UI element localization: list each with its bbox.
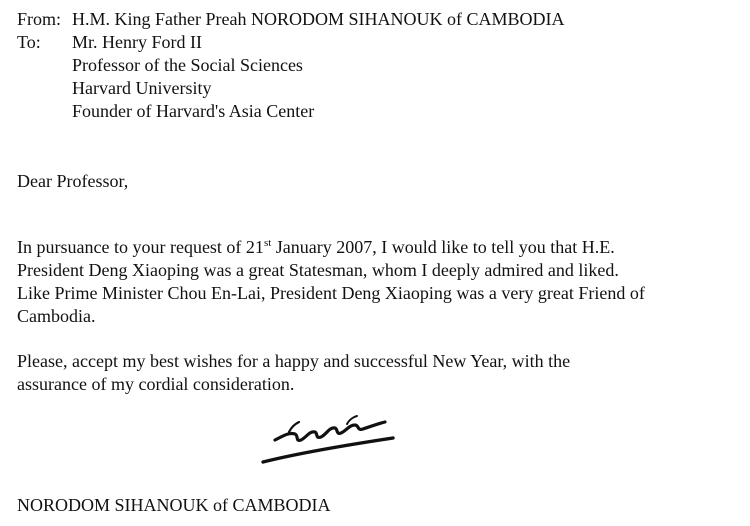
line-text: January 2007, I would like to tell you that H.E. xyxy=(271,237,615,257)
signatory-name: NORODOM SIHANOUK of CAMBODIA xyxy=(17,495,331,515)
paragraph-line: Please, accept my best wishes for a happy and successful New Year, with the xyxy=(17,351,571,371)
to-label: To: xyxy=(17,32,41,52)
ordinal-suffix: st xyxy=(263,237,272,249)
salutation: Dear Professor, xyxy=(17,171,129,191)
paragraph-line: assurance of my cordial consideration. xyxy=(17,374,295,394)
from-row xyxy=(17,8,564,31)
to-line: Mr. Henry Ford II xyxy=(72,32,202,52)
paragraph-line: Cambodia. xyxy=(17,306,96,326)
paragraph-line: President Deng Xiaoping was a great Statesman, whom I deeply admired and liked. xyxy=(17,260,619,280)
from-value: H.M. King Father Preah NORODOM SIHANOUK of CAMBODIA xyxy=(72,9,565,29)
body-paragraph-1 xyxy=(17,236,742,328)
to-line: Professor of the Social Sciences xyxy=(72,55,303,75)
to-line: Founder of Harvard's Asia Center xyxy=(72,101,315,121)
to-row xyxy=(17,31,564,54)
line-text: In pursuance to your request of 21 xyxy=(17,237,264,257)
paragraph-line xyxy=(17,236,742,259)
from-label: From: xyxy=(17,9,62,29)
body-paragraph-2 xyxy=(17,350,742,396)
handwritten-signature xyxy=(245,410,405,480)
letter-header xyxy=(17,8,564,123)
paragraph-line: Like Prime Minister Chou En-Lai, President Deng Xiaoping was a very great Friend of xyxy=(17,283,645,303)
to-line: Harvard University xyxy=(72,78,212,98)
